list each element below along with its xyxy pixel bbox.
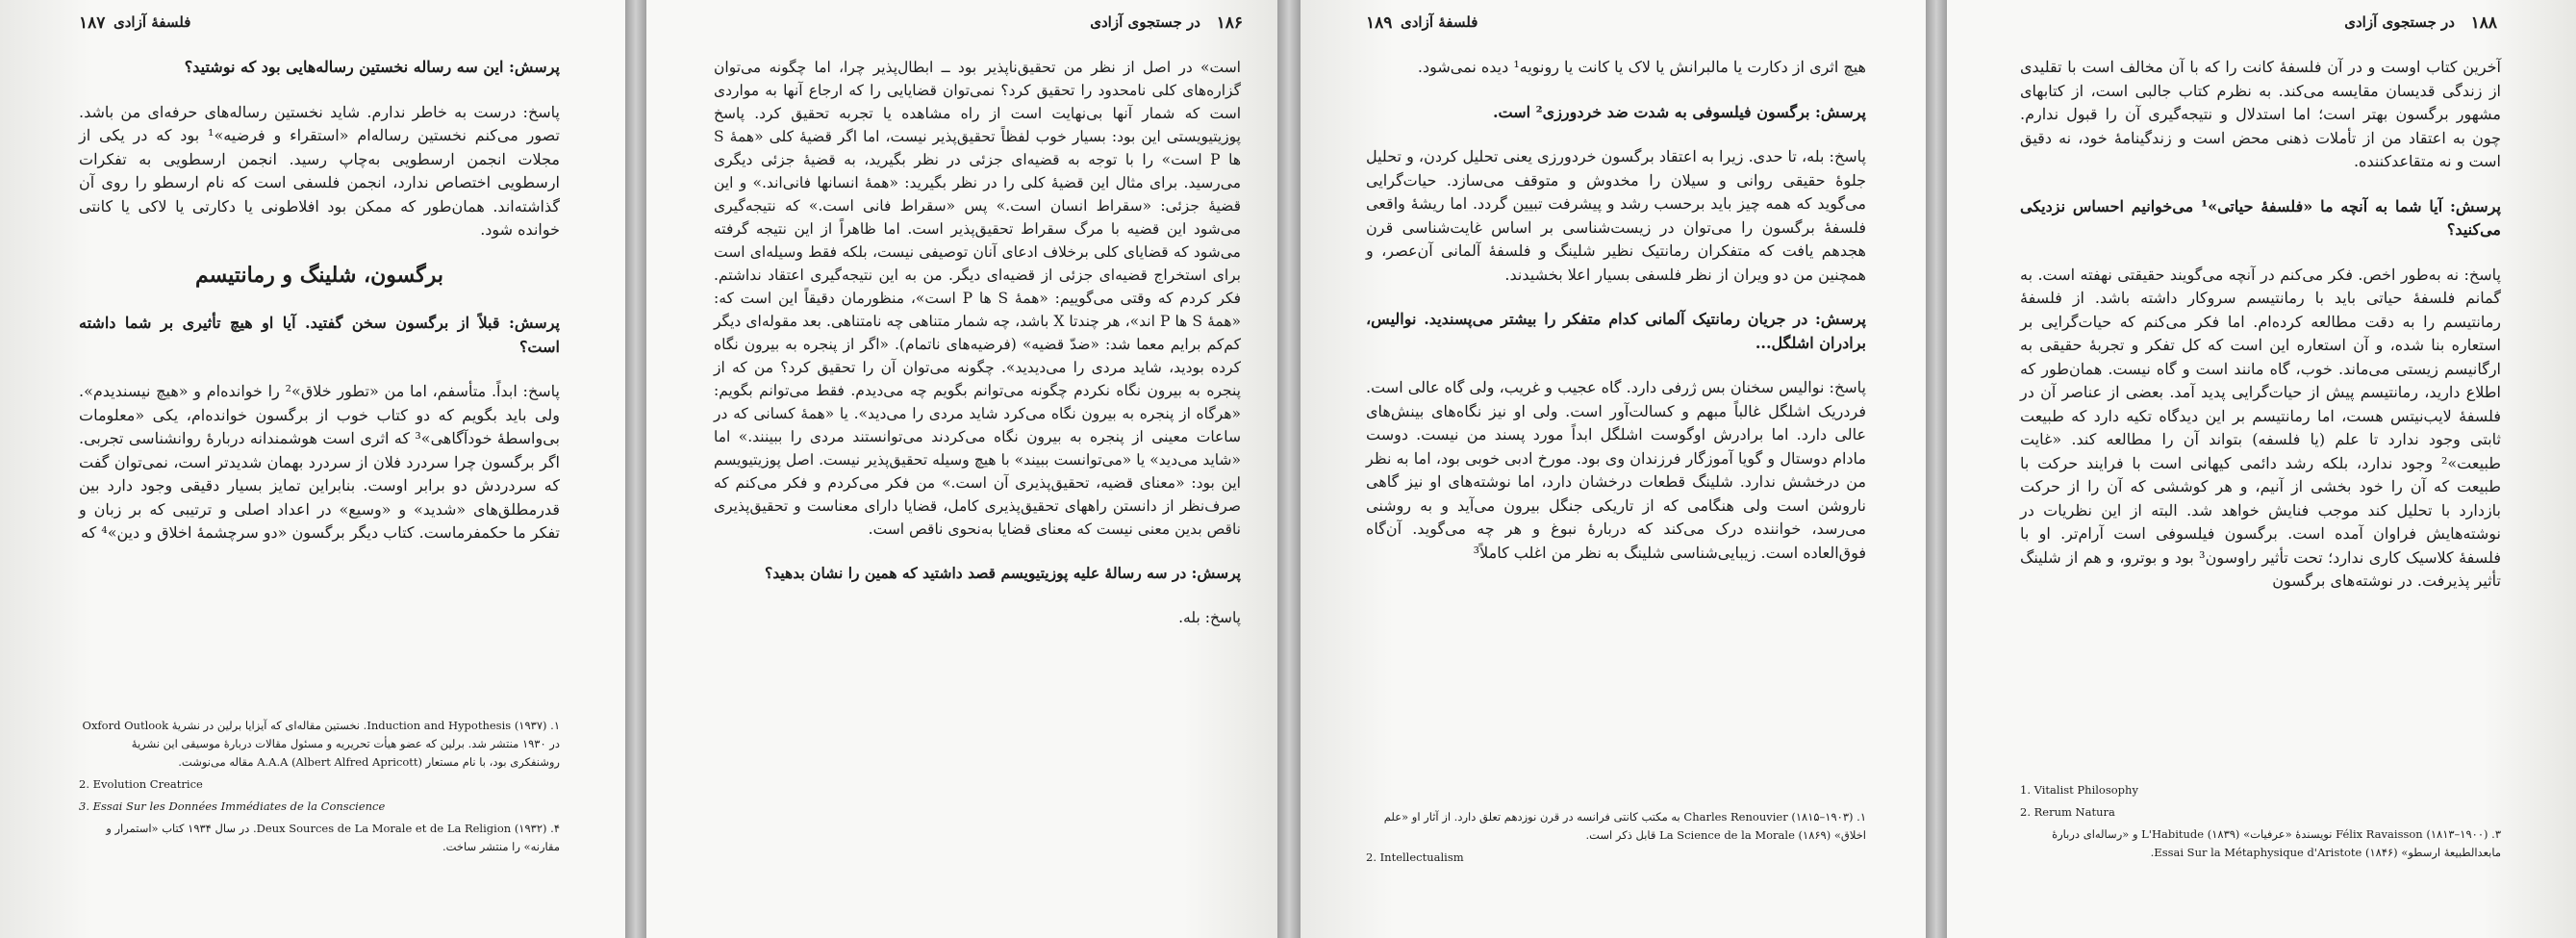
footnote: ۱. Induction and Hypothesis (۱۹۳۷). نخستین مقاله‌ای که آیزایا برلین در نشریهٔ Oxford Outlook در ۱۹۳۰ منتشر شد. برلین که عضو هیأت تحریریه و مسئول مقالات دربارهٔ موسیقی این نشریهٔ روشنفکری بود، با نام مستعار A.A.A (Albert Alfred Apricott) مقاله می‌نوشت. (82, 719, 560, 769)
question-paragraph: پرسش: برگسون فیلسوفی به شدت ضد خردورزی² است. (1492, 102, 1866, 121)
page-number: ۱۸۸ (2470, 13, 2497, 33)
footnote: 1. Vitalist Philosophy (2020, 783, 2138, 797)
running-title: فلسفهٔ آزادی (114, 13, 191, 31)
footnote: 2. Rerum Natura (2020, 805, 2115, 819)
book-page-189 (1301, 0, 1926, 938)
running-title: در جستجوی آزادی (1090, 13, 1200, 31)
page-number: ۱۸۶ (1216, 13, 1243, 33)
book-page-186 (646, 0, 1277, 938)
page-header (646, 13, 1277, 37)
answer-paragraph: پاسخ: نوالیس سخنان بس ژرفی دارد. گاه عجیب و غریب، ولی گاه عالی است. فردریک اشلگل غالباً مبهم و کسالت‌آور است. ولی او نیز نگاه‌های بینش‌های عالی دارد. اما برادرش اوگوست اشلگل ابداً مورد پسند من نیست. دوست مادام دوستال و گویا آموزگار فرزندان وی بود. مورخ ادبی خوبی بود، اما به نظر من درخشش ندارد. شلینگ قطعات درخشان دارد، اما نوشته‌های او نیز گاهی ناروشن است ولی هنگامی که از تاریکی جنگل بیرون می‌آید و به روشنی می‌رسد، خواننده درک می‌کند که دربارهٔ نبوغ و هر چه می‌گوید. آن‌گاه فوق‌العاده است. زیبایی‌شناسی شلینگ به نظر من اغلب کاملاً³ (1366, 378, 1866, 562)
answer-paragraph: پاسخ: بله، تا حدی. زیرا به اعتقاد برگسون خردورزی یعنی تحلیل کردن، و تحلیل جلوهٔ حقیقی روانی و سیلان را مخدوش و متوقف می‌سازد. حیات‌گرایی می‌گوید که همه چیز باید برحسب رشد و پیشرفت تبیین گردد. اما ریشهٔ واقعی فلسفهٔ برگسون را می‌توان در زیست‌شناسی بر اساس غایت‌شناسی قرن هجدهم یافت که متفکران رمانتیک نظیر شلینگ و فلسفهٔ آلمانی آن‌عصر، و همچنین من دو ویران از نظر فلسفی بسیار اعلا بخشیدند. (1365, 147, 1866, 284)
page-header (1947, 13, 2576, 37)
running-title: در جستجوی آزادی (2344, 13, 2455, 31)
page-body (1366, 56, 1866, 586)
body-paragraph: است» در اصل از نظر من تحقیق‌ناپذیر بود ــ ابطال‌پذیر چرا، اما چگونه می‌توان گزاره‌های کلی نامحدود را تحقیق کرد؟ نمی‌توان قضایایی را که ارجاع آنها به مواردی است که شمار آنها بی‌نهایت است از راه مشاهده یا تجربه تحقیق کرد. پاسخ پوزیتیویستی این بود: بسیار خوب لفظاً تحقیق‌پذیر نیست، اما اگر قضیهٔ کلی «همهٔ S ها P است» را با توجه به قضیه‌ای جزئی در نظر بگیرید، به قضیهٔ جزئی دیگری می‌رسید. برای مثال این قضیهٔ کلی را در نظر بگیرید: «همهٔ انسانها فانی‌اند.» و این قضیهٔ جزئی: «سقراط انسان است.» پس «سقراط فانی است.» که نتیجه‌گیری می‌شود این قضیه با مرگ سقراط تحقیق‌پذیر است. اما ظاهراً از این نتیجه گرفته می‌شود که قضایای کلی برخلاف ادعای آنان توصیفی نیست، بلکه فقط وسیله‌ای است برای استخراج قضیه‌ای جزئی از قضیه‌ای دیگر. من به این نتیجه‌گیری اعتقاد نداشتم. فکر کردم که وقتی می‌گوییم: «همهٔ S ها P است»، منظورمان دقیقاً این است که: «همهٔ S ها P ‌اند»، هر چندتا X باشد، چه شمار متناهی چه نامتناهی. بعد مقوله‌ای دیگر کم‌کم برایم معما شد: «ضدّ قضیه» (فرضیه‌های ناتمام). «اگر از پنجره به بیرون نگاه کرده بودید، شاید مردی را می‌دیدید». چگونه می‌توان آن را تحقیق کرد؟ من که از پنجره به بیرون نگاه نکردم چگونه می‌توانم بگویم چه می‌دیدم. فقط می‌توانم بگویم: «هرگاه از پنجره به بیرون نگاه می‌کرد شاید مردی را می‌دید». یا «همهٔ کسانی که در ساعات معینی از پنجره به بیرون نگاه می‌کردند می‌توانستند مردی را ببینند.» اما «شاید می‌دید» یا «می‌توانست ببیند» با هیچ وسیله تحقیق‌پذیر نیست. اصل پوزیتیویسم این بود: «معنای قضیه، تحقیق‌پذیری آن است.» من فکر می‌کردم و فکر می‌کنم که صرف‌نظر از دانستن راههای تحقیق‌پذیری کامل، قضایا دارای معناست و تحقیق‌پذیری ناقص بدین معنی نیست که معنای قضایا به‌نحوی ناقص است. (714, 59, 1241, 538)
answer-paragraph: پاسخ: ابداً. متأسفم، اما من «تطور خلاق»² را خوانده‌ام و «هیچ نیسندیدم». ولی باید بگویم که دو کتاب خوب از برگسون خوانده‌ام، یکی «معلومات بی‌واسطهٔ خودآگاهی»³ که اثری است هوشمندانه دربارهٔ روانشناسی تجربی. اگر برگسون چرا سردرد فلان از سردرد بهمان شدیدتر است، نمی‌توان گفت که سردردش دو برابر اوست. بنابراین تمایز بسیار دقیقی وجود دارد بین قدرمطلق‌های «شدید» و «وسیع» در اعداد اصلی و ترتیبی که بر زبان و تفکر ما حکمفرماست. کتاب دیگر برگسون «دو سرچشمهٔ اخلاق و دین»⁴ که (79, 382, 561, 542)
page-gutter (1277, 0, 1301, 938)
book-page-187 (0, 0, 625, 938)
question-paragraph: پرسش: در جریان رمانتیک آلمانی کدام متفکر را بیشتر می‌پسندید. نوالیس، برادران اشلگل... (1366, 310, 1866, 352)
footnote: ۳. Félix Ravaisson (۱۸۱۳–۱۹۰۰) نویسندهٔ «عرفیات» L'Habitude (۱۸۳۹) و «رساله‌ای دربارهٔ مابعدالطبیعهٔ ارسطو» Essai Sur la Métaphysique d'Aristote (۱۸۴۶). (2052, 827, 2501, 859)
answer-paragraph: پاسخ: نه به‌طور اخص. فکر می‌کنم در آنچه می‌گویند حقیقتی نهفته است. به گمانم فلسفهٔ حیاتی باید با رمانتیسم سروکار داشته باشد. از فلسفهٔ رمانتیسم را به دقت مطالعه کرده‌ام. اما فکر می‌کنم که حیات‌گرایی بر استعاره بنا شده، و آن استعاره این است که کل تفکر و تجربهٔ حقیقی به ارگانیسم زیستی می‌ماند. خوب، گاه مانند است و گاه نیست. همان‌طور که اطلاع دارید، رمانتیسم پیش از حیات‌گرایی پدید آمد. بعضی از عناصر آن در فلسفهٔ لایب‌نیتس هست، اما رمانتیسم بر این دیدگاه تکیه دارد که طبیعت ثابتی وجود ندارد تا علم (یا فلسفه) بتواند آن را مطالعه کند. «غایت طبیعت»² وجود ندارد، بلکه رشد دائمی کیهانی است با فرایند حرکت با طبیعت که آن را خود بخشی از آنیم، و هر کوششی که آن را از حرکت بازدارد با تحلیل کند موجب فنایش خواهد شد. البته از این نظریات در نوشته‌هایش فراوان آمده است. برگسون فیلسوفی است آرام‌تر. او با فلسفهٔ کلاسیک کاری ندارد؛ تحت تأثیر راوسون³ بود و بوترو، و هم از شلینگ تأثیر پذیرفت. در نوشته‌های برگسون (2020, 265, 2502, 590)
footnote: ۴. Deux Sources de La Morale et de La Religion (۱۹۳۲). در سال ۱۹۳۴ کتاب «استمرار و مقارنه» را منتشر ساخت. (106, 822, 560, 853)
body-paragraph: آخرین کتاب اوست و در آن فلسفهٔ کانت را که با آن مخالف است با تقلیدی از زندگی قدیسان مقایسه می‌کند. به نظرم کتاب جالبی است، از کتابهای مشهور برگسون بهتر است؛ اما استدلال و نتیجه‌گیری آن را قبول ندارم. چون به اعتقاد من از تأملات ذهنی محض است و زندگینامهٔ خود، نه دقیق است و نه متقاعدکننده. (2020, 58, 2501, 170)
question-paragraph: پرسش: این سه رساله نخستین رساله‌هایی بود که نوشتید؟ (184, 58, 560, 76)
page-gutter (1926, 0, 1947, 938)
answer-paragraph: پاسخ: بله. (1178, 609, 1241, 626)
running-title: فلسفهٔ آزادی (1401, 13, 1478, 31)
question-paragraph: پرسش: در سه رسالهٔ علیه پوزیتیویسم قصد داشتید که همین را نشان بدهید؟ (765, 564, 1241, 582)
section-heading: برگسون، شلینگ و رمانتیسم (194, 262, 444, 288)
footnote: ۱. Charles Renouvier (۱۸۱۵–۱۹۰۳) به مکتب کانتی فرانسه در قرن نوزدهم تعلق دارد. از آثار او «علم اخلاق» La Science de la Morale (۱۸۶۹) قابل ذکر است. (1383, 810, 1866, 842)
question-paragraph: پرسش: قبلاً از برگسون سخن گفتید. آیا او هیچ تأثیری بر شما داشته است؟ (79, 314, 560, 356)
page-number: ۱۸۹ (1366, 13, 1393, 33)
footnotes (1366, 808, 1866, 871)
footnote: 3. Essai Sur les Données Immédiates de la Conscience (79, 799, 386, 813)
footnote: 2. Evolution Creatrice (79, 777, 203, 791)
book-page-188 (1947, 0, 2576, 938)
answer-paragraph: پاسخ: درست به خاطر ندارم. شاید نخستین رساله‌های حرفه‌ای من باشد. تصور می‌کنم نخستین رساله‌ام «استقراء و فرضیه»¹ بود که در یکی از مجلات انجمن ارسطویی به‌چاپ رسید. انجمن ارسطویی به تفکرات ارسطویی اختصاص ندارد، انجمن فلسفی است که نام ارسطو را روی آن گذاشته‌اند. همان‌طور که ممکن بود افلاطونی یا دکارتی یا لاکی یا کانتی خوانده شود. (79, 102, 561, 239)
page-gutter (625, 0, 646, 938)
footnotes (2020, 781, 2501, 866)
page-header (0, 13, 625, 37)
page-number: ۱۸۷ (79, 13, 106, 33)
body-paragraph: هیچ اثری از دکارت یا مالبرانش یا لاک یا کانت یا رونویه¹ دیده نمی‌شود. (1417, 58, 1866, 76)
page-header (1301, 13, 1926, 37)
question-paragraph: پرسش: آیا شما به آنچه ما «فلسفهٔ حیاتی»¹ می‌خوانیم احساس نزدیکی می‌کنید؟ (2020, 196, 2501, 239)
footnote: 2. Intellectualism (1366, 850, 1464, 864)
page-body (714, 56, 1241, 650)
page-body (2020, 56, 2501, 615)
page-body (79, 56, 560, 567)
footnotes (79, 717, 560, 860)
